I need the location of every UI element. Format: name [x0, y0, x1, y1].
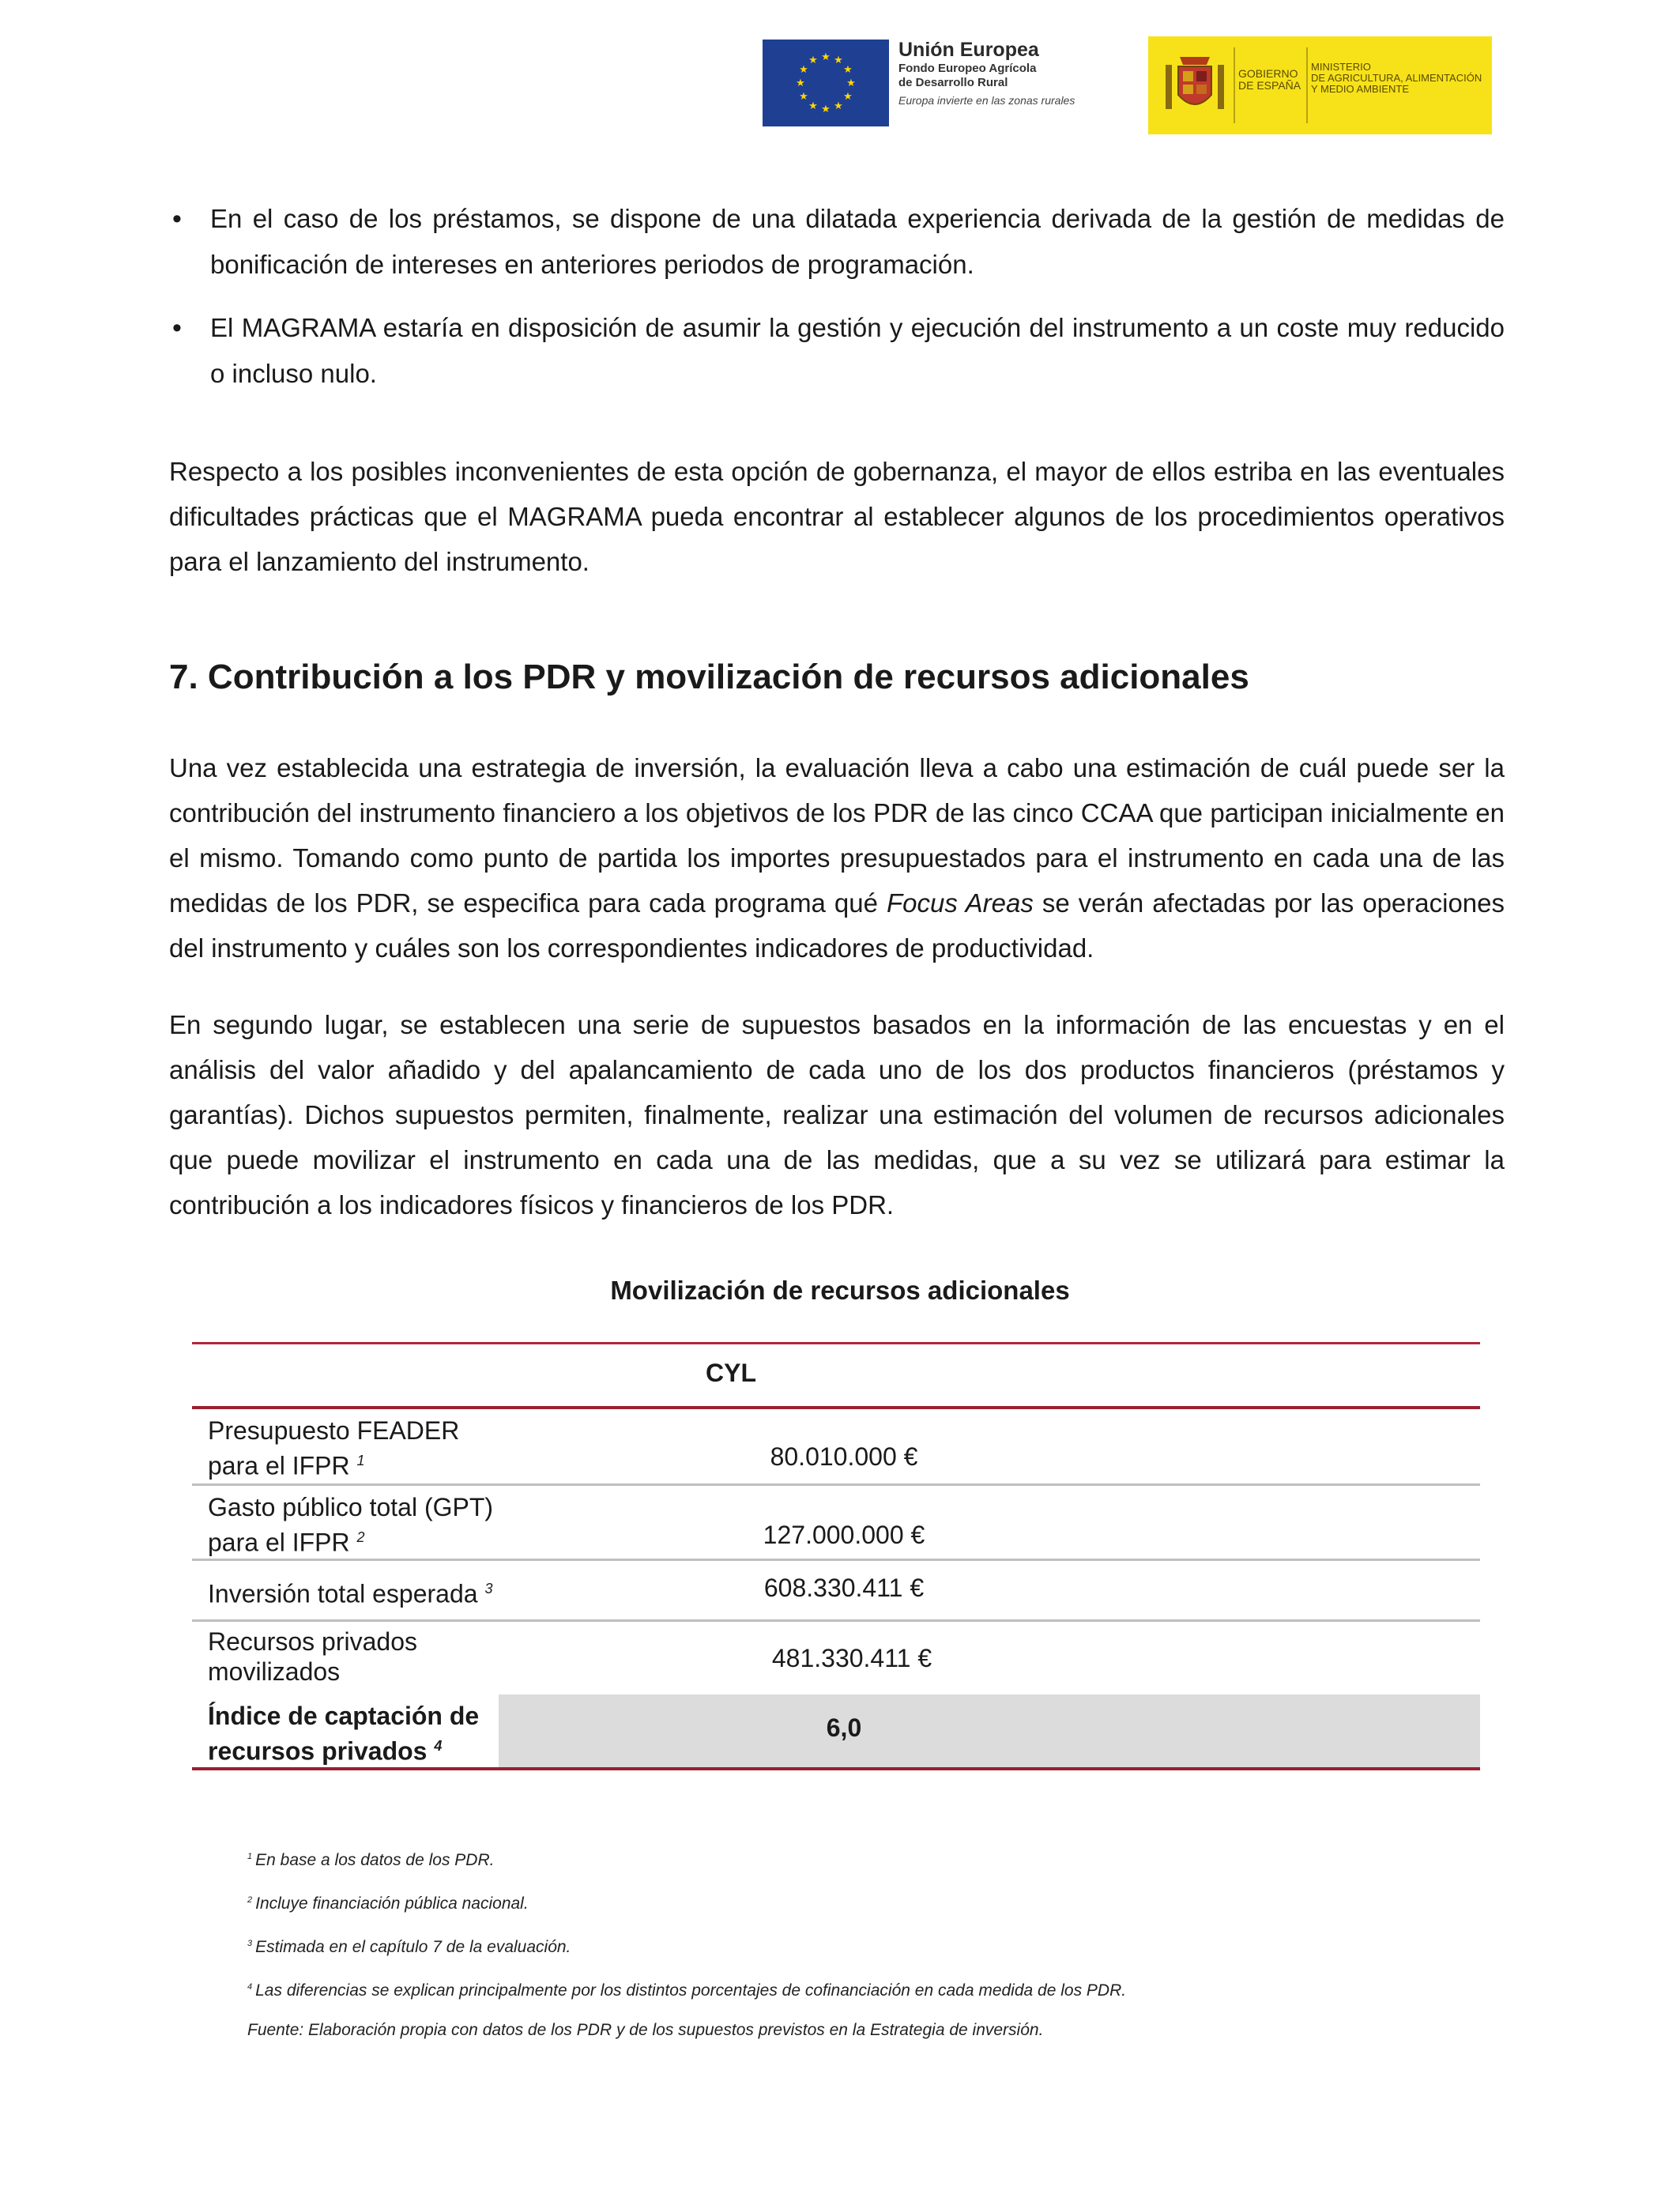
footnote-text: Las diferencias se explican principalmente por los distintos porcentajes de cofinanciación en cada medida de los PDR.	[255, 1981, 1127, 2000]
bullet-icon: •	[172, 204, 182, 234]
table-notes	[247, 1846, 1433, 2041]
paragraph-text: se verán afectadas por las operaciones del instrumento y cuáles son los correspondientes indicadores de productividad.	[169, 888, 1505, 963]
ministerio-line-1: MINISTERIO	[1311, 61, 1371, 73]
row-label	[208, 1701, 479, 1766]
svg-text:★: ★	[843, 64, 853, 76]
paragraph-inconvenientes: Respecto a los posibles inconvenientes de esta opción de gobernanza, el mayor de ellos estriba en las eventuales dificultades prácticas que el MAGRAMA pueda encontrar al establecer algunos de los procedimientos operativos para el lanzamiento del instrumento.	[169, 457, 1505, 576]
table-header	[192, 1342, 1480, 1409]
footnote	[247, 1977, 1433, 2001]
footnote-number: 4	[247, 1982, 253, 1992]
footnote-text: Estimada en el capítulo 7 de la evaluación.	[255, 1938, 571, 1956]
table-title: Movilización de recursos adicionales	[610, 1276, 1070, 1305]
footnote-text: En base a los datos de los PDR.	[255, 1851, 495, 1869]
svg-text:★: ★	[799, 91, 808, 103]
gobierno-line-1: GOBIERNO	[1238, 67, 1298, 80]
svg-text:★: ★	[808, 100, 818, 112]
row-label-line: Gasto público total (GPT)	[208, 1493, 494, 1521]
row-label-line: movilizados	[208, 1657, 341, 1686]
row-label-line: para el IFPR $^1$	[208, 1451, 365, 1480]
svg-text:★: ★	[834, 55, 843, 66]
footnote-text: Incluye financiación pública nacional.	[255, 1894, 529, 1913]
ministerio-label	[1311, 62, 1489, 95]
svg-text:★: ★	[843, 91, 853, 103]
eu-subtitle-2: de Desarrollo Rural	[898, 76, 1008, 89]
table-row	[192, 1486, 1480, 1561]
row-label-line: para el IFPR $^2$	[208, 1528, 365, 1557]
bullet-text: El MAGRAMA estaría en disposición de asumir la gestión y ejecución del instrumento a un coste muy reducido o incluso nulo.	[210, 313, 1505, 388]
svg-text:★: ★	[834, 100, 843, 112]
gobierno-logo	[1148, 36, 1492, 134]
table-row	[192, 1561, 1480, 1622]
eu-title: Unión Europea	[898, 39, 1039, 61]
coat-of-arms-icon	[1159, 51, 1230, 120]
svg-text:★: ★	[808, 55, 818, 66]
eu-subtitle-1: Fondo Europeo Agrícola	[898, 62, 1037, 75]
row-label-line: Índice de captación de	[208, 1702, 480, 1730]
footnote-number: 2	[247, 1895, 253, 1905]
footnote-ref: 4	[434, 1738, 443, 1754]
eu-motto: Europa invierte en las zonas rurales	[898, 94, 1075, 107]
gobierno-line-2: DE ESPAÑA	[1238, 79, 1301, 92]
row-label: Inversión total esperada $^3$	[208, 1579, 493, 1608]
section-title: 7. Contribución a los PDR y movilización de recursos adicionales	[169, 658, 1249, 696]
paragraph-supuestos: En segundo lugar, se establecen una serie de supuestos basados en la información de las encuestas y en el análisis del valor añadido y del apalancamiento de cada uno de los dos productos financieros (préstamos y garantías). Dichos supuestos permiten, finalmente, realizar una estimación del volumen de recursos adicionales que puede movilizar el instrumento en cada una de las medidas, que a su vez se utilizará para estimar la contribución a los indicadores físicos y financieros de los PDR.	[169, 1010, 1505, 1220]
list-item	[169, 305, 1505, 397]
svg-text:★: ★	[821, 104, 831, 115]
footnote-number: 1	[247, 1852, 253, 1861]
footnote-ref: 3	[484, 1581, 493, 1596]
bullet-icon: •	[172, 313, 182, 343]
footnote-ref: 1	[356, 1453, 365, 1468]
table-row	[192, 1622, 1480, 1695]
eu-flag-icon	[763, 40, 889, 126]
row-value: 481.330.411 €	[771, 1644, 932, 1672]
row-label-line: Recursos privados	[208, 1627, 417, 1656]
row-value: 608.330.411 €	[763, 1574, 925, 1602]
source-note: Fuente: Elaboración propia con datos de los PDR y de los supuestos previstos en la Estrategia de inversión.	[247, 2021, 1044, 2039]
paragraph-text: Una vez establecida una estrategia de inversión, la evaluación lleva a cabo una estimación de cuál puede ser la contribución del instrumento financiero a los objetivos de los PDR de las cinco CCAA que participan inicialmente en el mismo. Tomando como punto de partida los importes presupuestados para el instrumento en cada una de las medidas de los PDR, se especifica para cada programa qué	[169, 753, 1505, 918]
footnote-number: 3	[247, 1939, 253, 1948]
logo-divider	[1306, 47, 1308, 123]
header-logos	[763, 36, 1497, 134]
gobierno-label	[1238, 68, 1301, 92]
svg-text:★: ★	[796, 77, 805, 89]
ministerio-line-3: Y MEDIO AMBIENTE	[1311, 83, 1410, 95]
paragraph-contribucion	[169, 745, 1505, 971]
svg-text:★: ★	[799, 64, 808, 76]
svg-text:★: ★	[821, 51, 831, 63]
row-label-line: recursos privados $^4$	[208, 1736, 443, 1766]
svg-text:★: ★	[846, 77, 856, 89]
table-row-highlight	[192, 1695, 1480, 1770]
column-header-cyl: CYL	[706, 1359, 756, 1387]
row-value: 127.000.000 €	[763, 1521, 925, 1549]
footnote	[247, 1933, 1433, 1958]
footnote	[247, 1890, 1433, 1914]
list-item	[169, 196, 1505, 288]
row-label-line: Presupuesto FEADER	[208, 1416, 460, 1445]
row-label	[208, 1627, 417, 1687]
page-content	[169, 196, 1505, 1227]
logo-divider	[1234, 47, 1235, 123]
ministerio-line-2: DE AGRICULTURA, ALIMENTACIÓN	[1311, 72, 1482, 84]
focus-areas-term: Focus Areas	[886, 888, 1034, 918]
recursos-table	[192, 1342, 1480, 1770]
footnote-ref: 2	[356, 1529, 365, 1545]
bullet-text: En el caso de los préstamos, se dispone de una dilatada experiencia derivada de la gestión de medidas de bonificación de intereses en anteriores periodos de programación.	[210, 204, 1505, 279]
row-value: 80.010.000 €	[770, 1442, 918, 1471]
table-row	[192, 1409, 1480, 1486]
row-value: 6,0	[826, 1713, 862, 1742]
footnote	[247, 1846, 1433, 1871]
bullet-list	[169, 196, 1505, 397]
row-label	[208, 1492, 493, 1558]
row-label	[208, 1416, 459, 1481]
